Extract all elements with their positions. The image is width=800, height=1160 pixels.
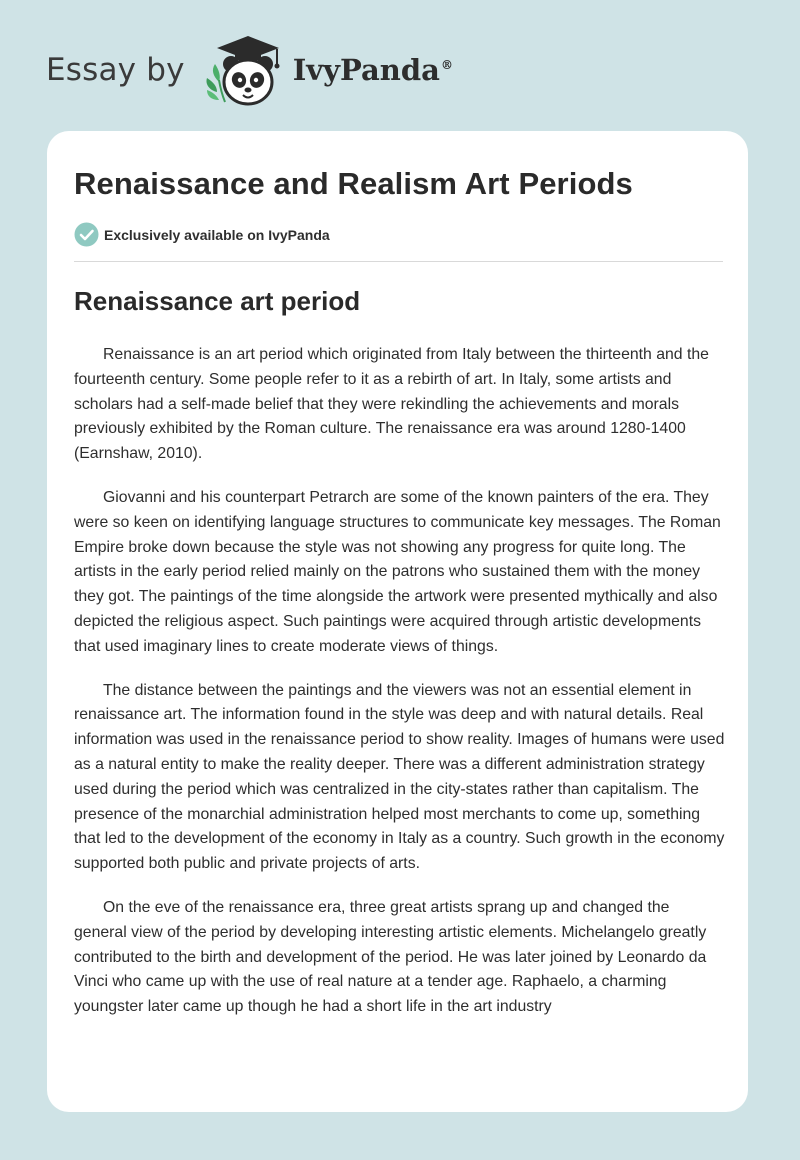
check-circle-icon xyxy=(74,222,99,247)
paragraph-3: The distance between the paintings and the viewers was not an essential element in renaissance art. The information found in the style was deep and with natural details. Real information was used in the renaissance period to show reality. Images of humans were used as a natural entity to make the reality deeper. There was a different administration strategy used during the period which was centralized in the city-states rather than capitalism. The presence of the monarchial administration helped most merchants to come up, something that led to the development of the economy in Italy as a country. Such growth in the economy supported both public and private projects of arts. xyxy=(74,681,725,873)
site-brand[interactable] xyxy=(46,30,453,110)
section-heading: Renaissance art period xyxy=(74,286,361,316)
paragraph-1: Renaissance is an art period which originated from Italy between the thirteenth and the fourteenth century. Some people refer to it as a rebirth of art. In Italy, some artists and scholars had a self-made belief that they were rekindling the achievements and morals previously exhibited by the Roman culture. The renaissance era was around 1280-1400 (Earnshaw, 2010). xyxy=(74,346,709,463)
essay-title: Renaissance and Realism Art Periods xyxy=(74,166,633,201)
essay-by-label: Essay by xyxy=(46,52,185,88)
brand-name: IvyPanda® xyxy=(292,53,453,87)
essay-card xyxy=(47,131,748,1112)
panda-graduate-icon xyxy=(199,30,291,110)
exclusive-badge-label: Exclusively available on IvyPanda xyxy=(104,226,330,243)
essay-body xyxy=(74,343,726,1039)
registered-mark: ® xyxy=(440,58,453,73)
exclusive-badge xyxy=(74,222,330,247)
paragraph-2: Giovanni and his counterpart Petrarch are some of the known painters of the era. They were so keen on identifying language structures to communicate key messages. The Roman Empire broke down because the style was not showing any progress for quite long. The artists in the early period relied mainly on the patrons who sustained them with the money they got. The paintings of the time alongside the artwork were presented mythically and also depicted the religious aspect. Such paintings were acquired through artistic developments that used imaginary lines to create moderate views of things. xyxy=(74,488,721,655)
title-divider xyxy=(74,261,723,262)
paragraph-4: On the eve of the renaissance era, three great artists sprang up and changed the general view of the period by developing interesting artistic elements. Michelangelo greatly contributed to the birth and development of the period. He was later joined by Leonardo da Vinci who came up with the use of real nature at a tender age. Raphaelo, a charming youngster later came up though he had a short life in the art industry xyxy=(74,898,707,1016)
